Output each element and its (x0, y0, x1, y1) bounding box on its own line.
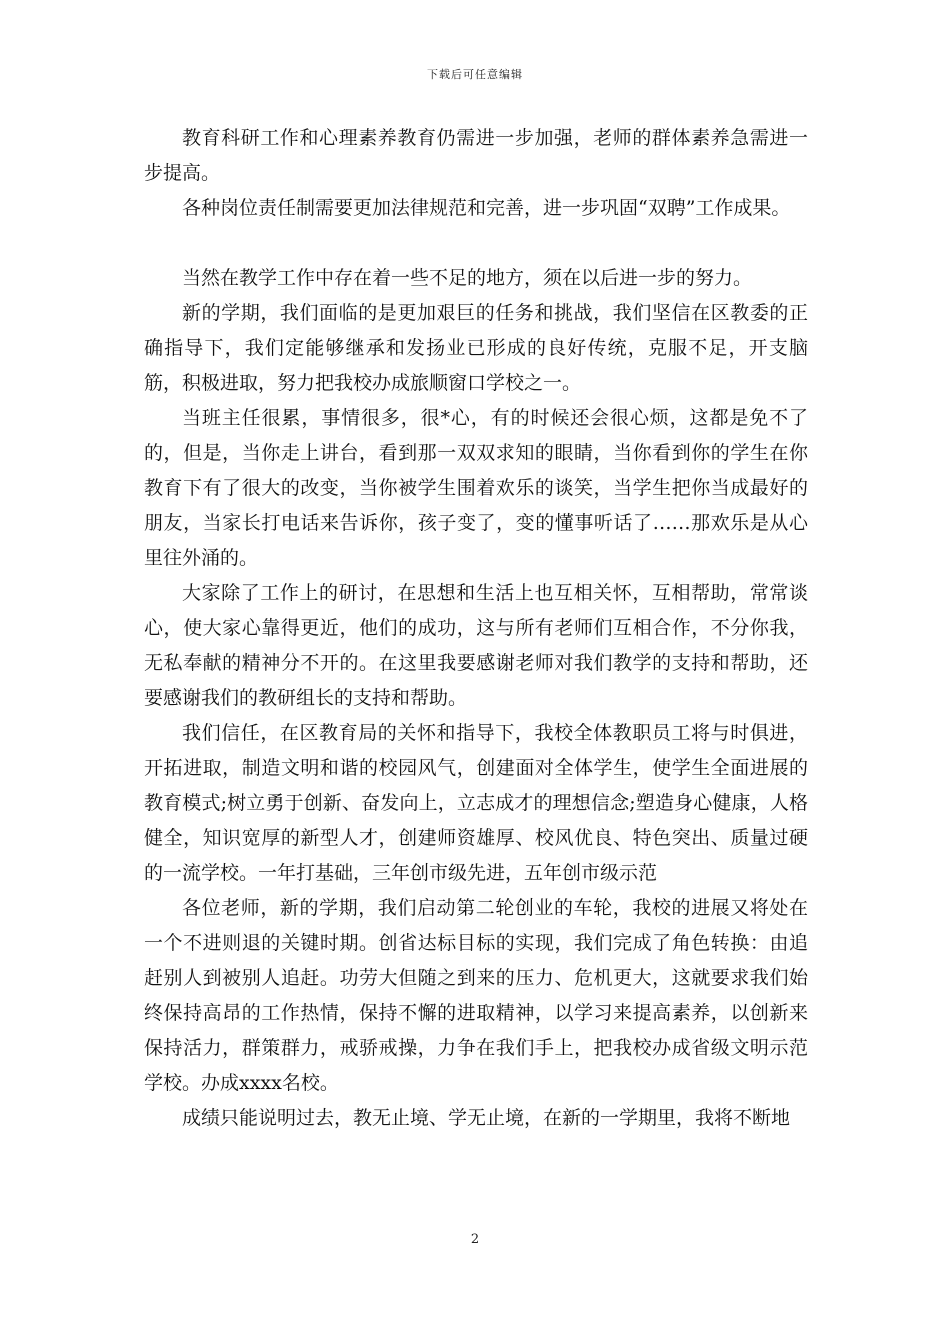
page-number: 2 (470, 1232, 480, 1247)
paragraph-4: 新的学期，我们面临的是更加艰巨的任务和挑战，我们坚信在区教委的正确指导下，我们定能够继承和发扬业已形成的良好传统，克服不足，开支脑筋，积极进取，努力把我校办成旅顺窗口学校之一。 (144, 302, 808, 394)
paragraph-7: 我们信任，在区教育局的关怀和指导下，我校全体教职员工将与时俱进，开拓进取，制造文明和谐的校园风气，创建面对全体学生，使学生全面进展的教育模式;树立勇于创新、奋发向上，立志成才的理想信念;塑造身心健康，人格健全，知识宽厚的新型人才，创建师资雄厚、校风优良、特色突出、质量过硬的一流学校。一年打基础，三年创市级先进，五年创市级示范 (144, 722, 808, 884)
paragraph-2: 各种岗位责任制需要更加法律规范和完善，进一步巩固“双聘”工作成果。 (182, 197, 791, 219)
paragraph-5: 当班主任很累，事情很多，很*心，有的时候还会很心烦，这都是免不了的，但是，当你走上讲台，看到那一双双求知的眼睛，当你看到你的学生在你教育下有了很大的改变，当你被学生围着欢乐的谈笑，当学生把你当成最好的朋友，当家长打电话来告诉你，孩子变了，变的懂事听话了……那欢乐是从心里往外涌的。 (144, 407, 808, 569)
paragraph-9: 成绩只能说明过去，教无止境、学无止境，在新的一学期里，我将不断地 (182, 1107, 791, 1129)
paragraph-8: 各位老师，新的学期，我们启动第二轮创业的车轮，我校的进展又将处在一个不进则退的关键时期。创省达标目标的实现，我们完成了角色转换：由追赶别人到被别人追赶。功劳大但随之到来的压力、危机更大，这就要求我们始终保持高昂的工作热情，保持不懈的进取精神，以学习来提高素养，以创新来保持活力，群策群力，戒骄戒操，力争在我们手上，把我校办成省级文明示范学校。办成xxxx名校。 (144, 897, 808, 1094)
paragraph-1: 教育科研工作和心理素养教育仍需进一步加强，老师的群体素养急需进一步提高。 (144, 127, 808, 184)
page-header: 下载后可任意编辑 (427, 68, 523, 81)
paragraph-6: 大家除了工作上的研讨，在思想和生活上也互相关怀，互相帮助，常常谈心，使大家心靠得更近，他们的成功，这与所有老师们互相合作，不分你我，无私奉献的精神分不开的。在这里我要感谢老师对我们教学的支持和帮助，还要感谢我们的教研组长的支持和帮助。 (144, 582, 808, 709)
paragraph-3: 当然在教学工作中存在着一些不足的地方，须在以后进一步的努力。 (182, 267, 753, 289)
document-body (144, 121, 808, 1136)
